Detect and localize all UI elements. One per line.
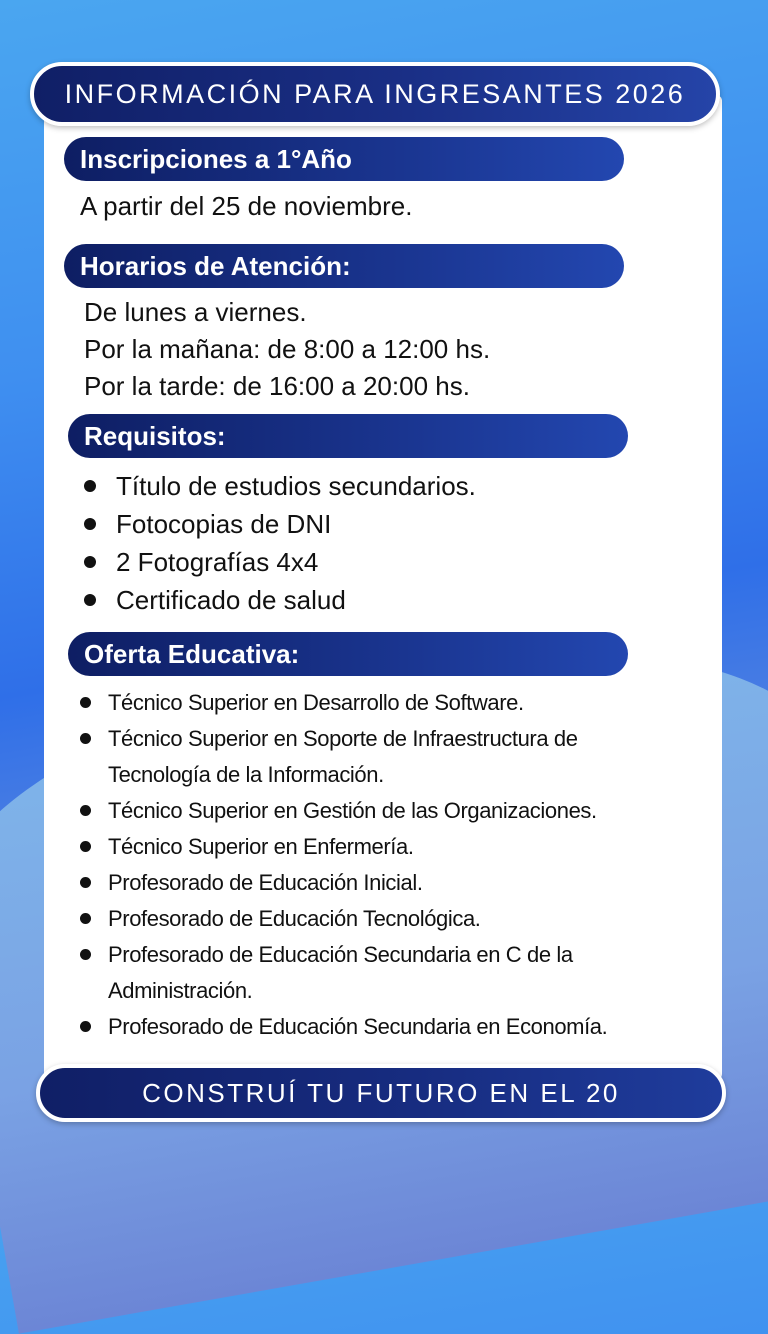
bullet-icon (84, 480, 96, 492)
list-item-text: Título de estudios secundarios. (116, 471, 476, 501)
list-item-text-continued: Administración. (108, 978, 253, 1003)
list-item (116, 467, 476, 505)
horarios-line: Por la mañana: de 8:00 a 12:00 hs. (84, 334, 491, 364)
list-item-text: Profesorado de Educación Inicial. (108, 870, 423, 895)
list-item-text: Fotocopias de DNI (116, 509, 332, 539)
requisitos-list (116, 467, 476, 619)
list-item (108, 829, 607, 865)
list-item (116, 581, 476, 619)
horarios-text (84, 294, 490, 405)
list-item (108, 1009, 607, 1045)
bullet-icon (80, 949, 91, 960)
page-title: INFORMACIÓN PARA INGRESANTES 2026 (30, 62, 720, 126)
list-item (108, 685, 607, 721)
bullet-icon (80, 1021, 91, 1032)
footer-banner: CONSTRUÍ TU FUTURO EN EL 20 (36, 1064, 726, 1122)
list-item (108, 793, 607, 829)
horarios-line: De lunes a viernes. (84, 297, 307, 327)
bullet-icon (80, 697, 91, 708)
list-item-text: Técnico Superior en Enfermería. (108, 834, 414, 859)
list-item-text: Técnico Superior en Gestión de las Organizaciones. (108, 798, 597, 823)
horarios-line: Por la tarde: de 16:00 a 20:00 hs. (84, 371, 470, 401)
oferta-list (108, 685, 607, 1045)
list-item-text: 2 Fotografías 4x4 (116, 547, 319, 577)
bullet-icon (84, 518, 96, 530)
inscripciones-text (80, 188, 412, 225)
list-item-text-continued: Tecnología de la Información. (108, 762, 384, 787)
section-heading-inscripciones: Inscripciones a 1°Año (64, 137, 624, 181)
list-item (116, 543, 476, 581)
list-item-text: Técnico Superior en Desarrollo de Software. (108, 690, 524, 715)
bullet-icon (80, 841, 91, 852)
list-item-text: Profesorado de Educación Tecnológica. (108, 906, 481, 931)
list-item (108, 937, 607, 1009)
list-item-text: Técnico Superior en Soporte de Infraestructura de (108, 726, 578, 751)
bullet-icon (80, 733, 91, 744)
bullet-icon (80, 913, 91, 924)
list-item (116, 505, 476, 543)
bullet-icon (80, 805, 91, 816)
list-item-text: Profesorado de Educación Secundaria en C de la (108, 942, 573, 967)
list-item-text: Profesorado de Educación Secundaria en Economía. (108, 1014, 608, 1039)
list-item (108, 721, 607, 793)
bullet-icon (84, 556, 96, 568)
list-item (108, 865, 607, 901)
inscripciones-line: A partir del 25 de noviembre. (80, 191, 413, 221)
section-heading-oferta: Oferta Educativa: (68, 632, 628, 676)
list-item-text: Certificado de salud (116, 585, 346, 615)
list-item (108, 901, 607, 937)
bullet-icon (84, 594, 96, 606)
section-heading-requisitos: Requisitos: (68, 414, 628, 458)
section-heading-horarios: Horarios de Atención: (64, 244, 624, 288)
bullet-icon (80, 877, 91, 888)
